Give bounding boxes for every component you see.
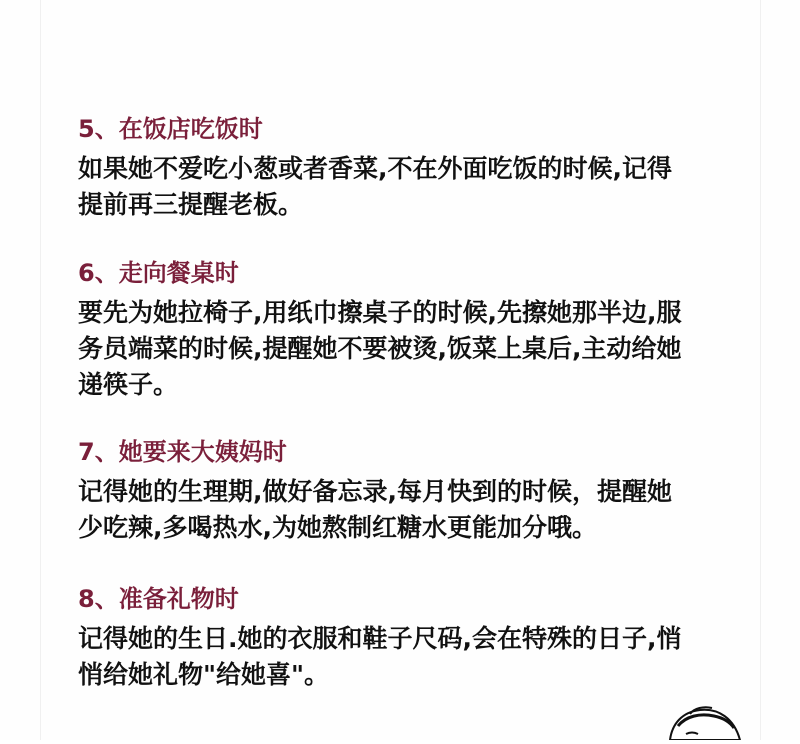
section-period: [78, 437, 738, 546]
section-text-line: 记得她的生理期,做好备忘录,每月快到的时候，提醒她: [78, 477, 672, 506]
section-restaurant: [78, 114, 738, 223]
section-text-line: 悄给她礼物"给她喜"。: [78, 660, 330, 689]
section-heading: 6、走向餐桌时: [78, 259, 239, 287]
section-text-line: 如果她不爱吃小葱或者香菜,不在外面吃饭的时候,记得: [78, 154, 672, 183]
section-gift: [78, 584, 738, 693]
section-text-line: 记得她的生日.她的衣服和鞋子尺码,会在特殊的日子,悄: [78, 624, 682, 653]
section-text-line: 务员端菜的时候,提醒她不要被烫,饭菜上桌后,主动给她: [78, 334, 682, 363]
cartoon-figure-icon: [660, 704, 750, 740]
left-margin-rule: [40, 0, 41, 740]
section-text-line: 递筷子。: [78, 370, 179, 399]
section-text-line: 要先为她拉椅子,用纸巾擦桌子的时候,先擦她那半边,服: [78, 298, 682, 327]
section-table: [78, 258, 738, 403]
section-heading: 8、准备礼物时: [78, 585, 239, 613]
section-heading: 7、她要来大姨妈时: [78, 438, 287, 466]
right-margin-rule: [760, 0, 761, 740]
section-heading: 5、在饭店吃饭时: [78, 115, 263, 143]
section-text-line: 提前再三提醒老板。: [78, 190, 304, 219]
section-text-line: 少吃辣,多喝热水,为她熬制红糖水更能加分哦。: [78, 513, 597, 542]
